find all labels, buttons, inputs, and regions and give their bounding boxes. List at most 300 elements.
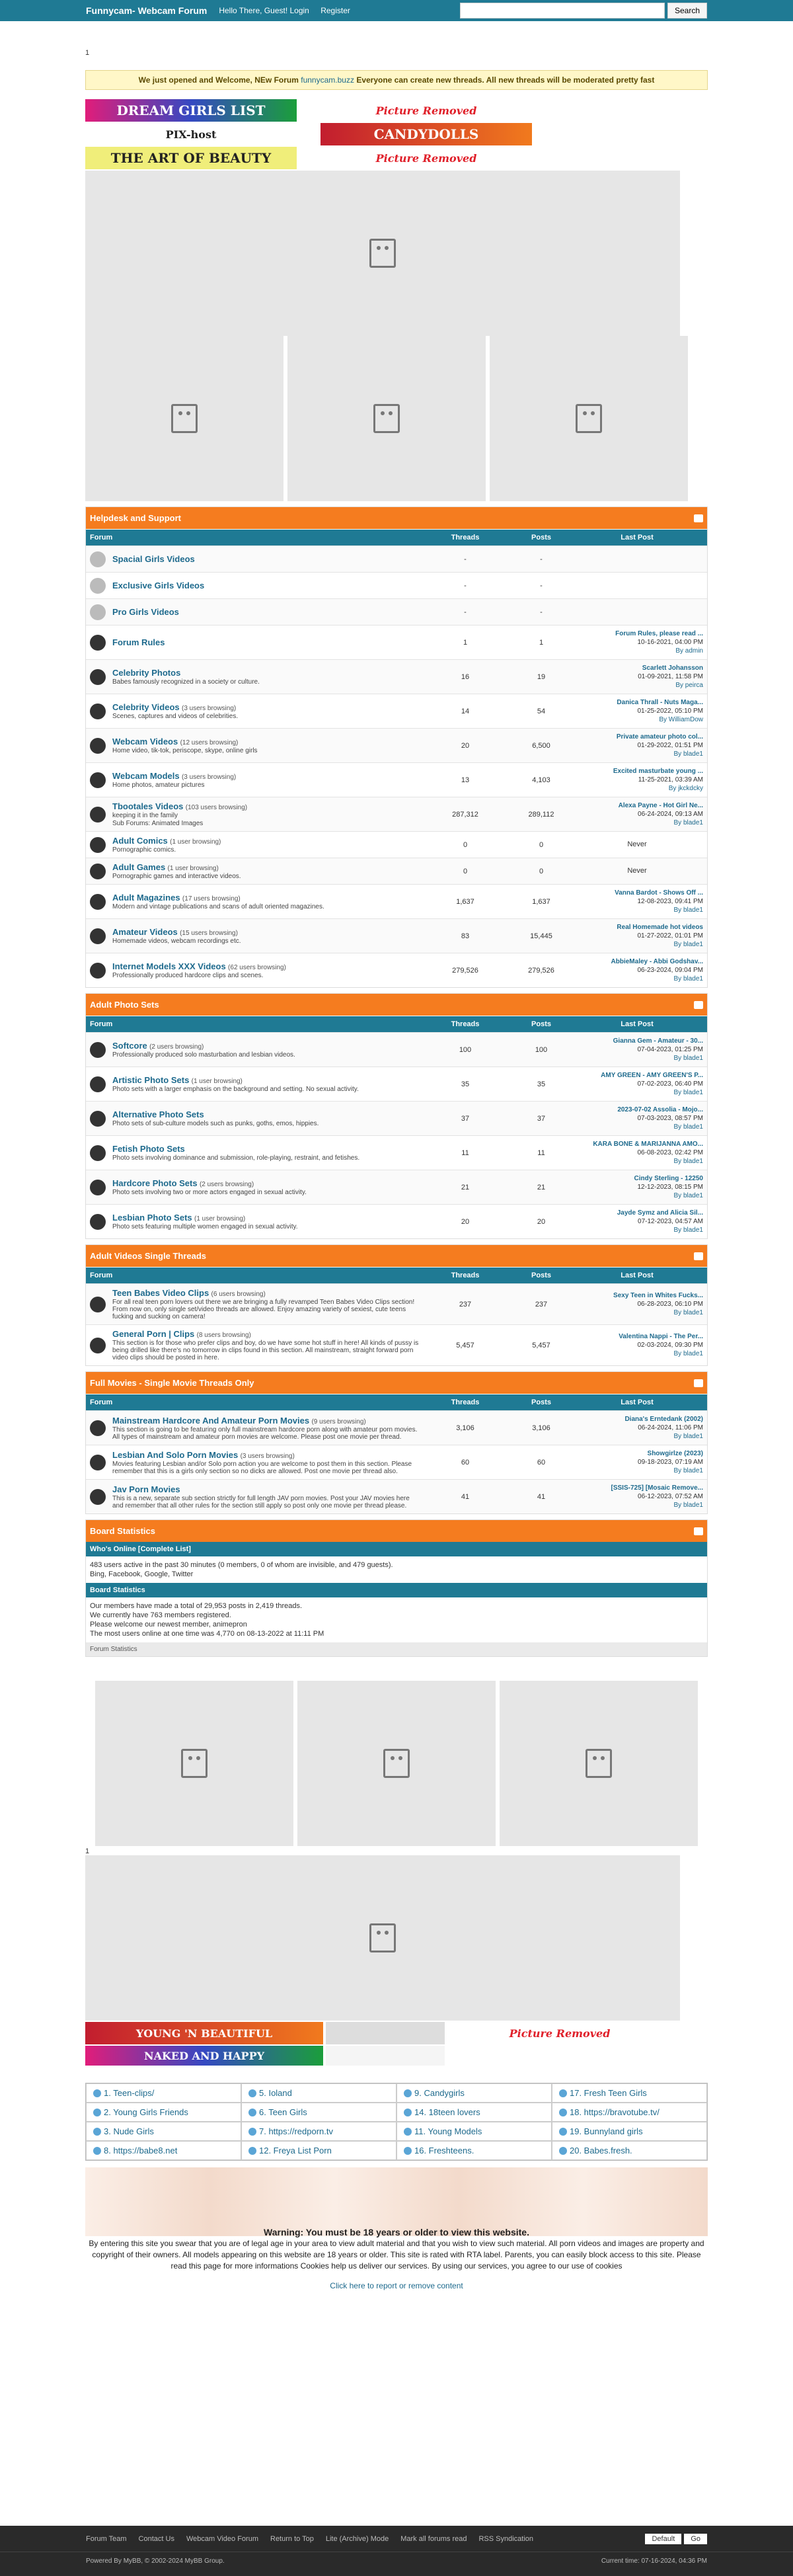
forum-row xyxy=(86,918,707,953)
sub-forums[interactable]: Sub Forums: Animated Images xyxy=(112,820,204,827)
go-button[interactable]: Go xyxy=(684,2534,707,2544)
pager-2: 1 xyxy=(85,1847,90,1855)
thread-count: 3,106 xyxy=(456,1424,474,1432)
link-item[interactable] xyxy=(552,2122,707,2141)
last-post xyxy=(571,840,703,849)
column-header: Threads xyxy=(451,534,480,542)
forum-title-line xyxy=(112,737,258,746)
forum-cell xyxy=(90,836,419,854)
last-post-user[interactable]: By blade1 xyxy=(673,1192,703,1199)
powered-by: Powered By MyBB, © 2002-2024 MyBB Group. xyxy=(86,2557,225,2565)
forum-title-line xyxy=(112,637,165,647)
forum-link[interactable]: General Porn | Clips xyxy=(112,1329,195,1339)
last-post xyxy=(571,1484,703,1509)
forum-status-icon xyxy=(90,928,106,944)
last-post-user[interactable]: By blade1 xyxy=(673,1089,703,1096)
banner-thumb[interactable] xyxy=(326,2046,445,2066)
site-brand[interactable]: Funnycam- Webcam Forum xyxy=(86,5,208,16)
forum-status-icon xyxy=(90,1076,106,1092)
link-item[interactable] xyxy=(397,2122,552,2141)
link-item[interactable] xyxy=(86,2103,241,2122)
link-text[interactable]: 8. https://babe8.net xyxy=(104,2146,178,2155)
footer-links xyxy=(0,2526,793,2552)
footer-link[interactable]: Lite (Archive) Mode xyxy=(325,2534,389,2543)
link-text[interactable]: 6. Teen Girls xyxy=(259,2107,307,2117)
pager: 1 xyxy=(85,49,90,57)
forum-cell xyxy=(90,1041,419,1059)
forum-title-line xyxy=(112,961,286,971)
broken-image-ad[interactable] xyxy=(85,1855,680,2021)
forum-link[interactable]: Adult Games xyxy=(112,862,166,872)
last-post-title[interactable]: AMY GREEN - AMY GREEN'S P... xyxy=(601,1072,703,1079)
forum-cell xyxy=(90,1178,419,1196)
broken-image-icon xyxy=(373,404,400,433)
link-text[interactable]: 7. https://redporn.tv xyxy=(259,2126,334,2136)
login-link[interactable]: Hello There, Guest! Login xyxy=(219,6,309,15)
register-link[interactable]: Register xyxy=(321,6,350,15)
link-text[interactable]: 5. Ioland xyxy=(259,2088,292,2098)
thread-count: 1 xyxy=(463,638,468,647)
site-icon xyxy=(404,2147,412,2155)
forum-row xyxy=(86,659,707,694)
site-icon xyxy=(93,2147,101,2155)
thread-count: - xyxy=(464,608,467,616)
link-text[interactable]: 12. Freya List Porn xyxy=(259,2146,332,2155)
column-header: Threads xyxy=(451,1271,480,1279)
forum-description: Photo sets involving two or more actors engaged in sexual activity. xyxy=(112,1189,307,1196)
browsing-count: (12 users browsing) xyxy=(180,739,239,746)
banner-art-of-beauty[interactable]: THE ART OF BEAUTY xyxy=(85,147,297,169)
collapse-icon[interactable] xyxy=(694,1252,703,1260)
last-post-date: 06-28-2023, 06:10 PM xyxy=(637,1301,703,1308)
last-post-title[interactable]: Alexa Payne - Hot Girl Ne... xyxy=(618,802,703,809)
site-icon xyxy=(404,2089,412,2097)
forum-rows xyxy=(86,545,707,987)
last-post-date: 07-12-2023, 04:57 AM xyxy=(638,1218,703,1225)
forum-row xyxy=(86,1135,707,1170)
category-title[interactable]: Full Movies - Single Movie Threads Only xyxy=(90,1378,254,1388)
link-item[interactable] xyxy=(241,2083,397,2103)
forum-description: Photo sets featuring multiple women engaged in sexual activity. xyxy=(112,1223,298,1230)
last-post xyxy=(571,1174,703,1200)
column-header: Last Post xyxy=(621,1020,654,1028)
forum-info xyxy=(112,607,179,617)
column-header: Forum xyxy=(90,1398,113,1406)
last-post-title[interactable]: 2023-07-02 Assolia - Mojo... xyxy=(617,1106,703,1113)
column-header: Forum xyxy=(90,1271,113,1279)
forum-title-line xyxy=(112,1144,359,1154)
last-post-title[interactable]: Danica Thrall - Nuts Maga... xyxy=(617,699,703,706)
post-count: 20 xyxy=(537,1217,546,1226)
forum-link[interactable]: Softcore xyxy=(112,1041,147,1051)
notice-text: We just opened and Welcome, NEw Forum xyxy=(138,75,299,85)
forum-cell xyxy=(90,604,419,620)
last-post-title[interactable]: Cindy Sterling - 12250 xyxy=(634,1175,703,1182)
forum-info xyxy=(112,1484,419,1509)
link-text[interactable]: 20. Babes.fresh. xyxy=(570,2146,632,2155)
warning-text: By entering this site you swear that you are of legal age in your area to view adult material and that you wish to view such material. All porn videos and images are property and copyright of their owners. All models appearing on this website are 18 years or older. This site is rated with RTA label. Parents, you can easily block access to this site. Please read this page for more informations Cookies help us deliver our services. By using our services, you agree to our use of cookies xyxy=(89,2239,704,2271)
banner-pixhost[interactable]: PIX-host xyxy=(85,123,297,145)
collapse-icon[interactable] xyxy=(694,514,703,522)
last-post-date: 01-27-2022, 01:01 PM xyxy=(637,932,703,940)
last-post-date: 12-08-2023, 09:41 PM xyxy=(637,898,703,905)
forum-link[interactable]: Amateur Videos xyxy=(112,927,178,937)
report-link[interactable]: Click here to report or remove content xyxy=(330,2281,463,2290)
site-icon xyxy=(404,2109,412,2116)
forum-info xyxy=(112,961,286,979)
link-item[interactable] xyxy=(552,2103,707,2122)
forum-row xyxy=(86,1410,707,1445)
forum-link[interactable]: Webcam Models xyxy=(112,771,180,781)
banner-removed-2[interactable]: Picture Removed xyxy=(321,147,532,169)
last-post-user[interactable]: By blade1 xyxy=(673,1309,703,1316)
post-count: 54 xyxy=(537,707,546,715)
link-forum-icon xyxy=(90,551,106,567)
thread-count: 0 xyxy=(463,867,468,875)
forum-info xyxy=(112,702,238,720)
forum-link[interactable]: Adult Magazines xyxy=(112,893,180,903)
forum-link[interactable]: Forum Rules xyxy=(112,637,165,647)
forum-row xyxy=(86,884,707,918)
last-post xyxy=(571,1106,703,1131)
last-post-user[interactable]: By WilliamDow xyxy=(659,716,703,723)
category-header xyxy=(86,507,707,529)
last-post-title[interactable]: Excited masturbate young ... xyxy=(613,768,703,775)
link-item[interactable] xyxy=(86,2141,241,2160)
site-icon xyxy=(404,2128,412,2136)
forum-link[interactable]: Celebrity Photos xyxy=(112,668,181,678)
notice-link[interactable]: funnycam.buzz xyxy=(301,75,354,85)
forum-link[interactable]: Artistic Photo Sets xyxy=(112,1075,190,1085)
forum-status-icon xyxy=(90,1145,106,1161)
link-item[interactable] xyxy=(397,2141,552,2160)
post-count: 279,526 xyxy=(528,966,554,975)
link-item[interactable] xyxy=(397,2103,552,2122)
last-post-date: 06-08-2023, 02:42 PM xyxy=(637,1149,703,1156)
forum-row xyxy=(86,598,707,625)
last-post-date: 11-25-2021, 03:39 AM xyxy=(638,776,703,784)
post-count: 35 xyxy=(537,1080,546,1088)
last-post-title[interactable]: Jayde Symz and Alicia Sil... xyxy=(617,1209,703,1217)
post-count: 100 xyxy=(535,1045,548,1054)
footer-link[interactable]: RSS Syndication xyxy=(478,2534,534,2543)
last-post-user[interactable]: By blade1 xyxy=(673,1055,703,1062)
footer-link[interactable]: Forum Team xyxy=(86,2534,127,2543)
broken-image-icon xyxy=(171,404,198,433)
broken-image-ad[interactable] xyxy=(85,171,680,336)
post-count: 1 xyxy=(539,638,544,647)
link-text[interactable]: 9. Candygirls xyxy=(414,2088,465,2098)
forum-row xyxy=(86,1324,707,1365)
broken-image-ad[interactable] xyxy=(85,336,283,501)
forum-link[interactable]: Jav Porn Movies xyxy=(112,1484,180,1494)
link-list xyxy=(85,2083,708,2161)
forum-link[interactable]: Alternative Photo Sets xyxy=(112,1109,204,1119)
forum-categories xyxy=(85,506,708,1514)
bots-list: Bing, Facebook, Google, Twitter xyxy=(90,1570,194,1578)
forum-info xyxy=(112,1329,419,1361)
column-header: Last Post xyxy=(621,534,654,542)
last-post-user[interactable]: By blade1 xyxy=(673,1502,703,1509)
forum-cell xyxy=(90,737,419,754)
forum-link[interactable]: Exclusive Girls Videos xyxy=(112,581,205,590)
last-post-user[interactable]: By blade1 xyxy=(673,1123,703,1131)
banner-row-3 xyxy=(85,2046,708,2066)
forum-link[interactable]: Lesbian And Solo Porn Movies xyxy=(112,1449,239,1460)
forum-row xyxy=(86,1204,707,1238)
last-post-date: 01-09-2021, 11:58 PM xyxy=(638,673,703,680)
search-button[interactable]: Search xyxy=(667,3,707,19)
broken-image-ad[interactable] xyxy=(500,1681,698,1846)
link-text[interactable]: 19. Bunnyland girls xyxy=(570,2126,643,2136)
forum-title-line xyxy=(112,1450,419,1460)
last-post xyxy=(571,1449,703,1475)
forum-description: For all real teen porn lovers out there we are bringing a fully revamped Teen Babes Video Clips section! From now on, only single set/video threads are allowed. Enjoy amazing variety of sexiest, cute teens fucking and sucking on camera! xyxy=(112,1299,415,1320)
last-post-title[interactable]: KARA BONE & MARIJANNA AMO... xyxy=(593,1141,703,1148)
forum-description: Photo sets involving dominance and submission, role-playing, restraint, and fetishes. xyxy=(112,1154,360,1162)
forum-row xyxy=(86,831,707,858)
last-post-title[interactable]: [SSIS-725] [Mosaic Remove... xyxy=(611,1484,703,1492)
last-post-title[interactable]: Showgirlze (2023) xyxy=(647,1450,703,1457)
stats-body xyxy=(86,1597,707,1642)
forum-link[interactable]: Mainstream Hardcore And Amateur Porn Movies xyxy=(112,1415,310,1426)
category-title[interactable]: Adult Photo Sets xyxy=(90,1000,159,1010)
thread-count: 21 xyxy=(461,1183,470,1191)
forum-link[interactable]: Pro Girls Videos xyxy=(112,607,179,617)
link-item[interactable] xyxy=(86,2122,241,2141)
search-box xyxy=(460,3,707,19)
thread-count: 20 xyxy=(461,741,470,750)
top-nav xyxy=(219,6,359,15)
column-header: Posts xyxy=(531,534,551,542)
link-text[interactable]: 16. Freshteens. xyxy=(414,2146,474,2155)
forum-description: Photo sets with a larger emphasis on the background and setting. No sexual activity. xyxy=(112,1086,359,1093)
forum-status-icon xyxy=(90,894,106,910)
last-post-user[interactable]: By blade1 xyxy=(673,1467,703,1474)
forum-link[interactable]: Hardcore Photo Sets xyxy=(112,1178,198,1188)
banner-thumb[interactable] xyxy=(326,2022,445,2044)
last-post-title[interactable]: Private amateur photo col... xyxy=(616,733,703,741)
theme-dropdown[interactable]: Default xyxy=(645,2534,681,2544)
forum-row xyxy=(86,1445,707,1479)
banner-naked-happy[interactable]: NAKED AND HAPPY xyxy=(85,2046,323,2066)
forum-info xyxy=(112,737,258,754)
complete-list-link[interactable]: [Complete List] xyxy=(137,1545,191,1553)
collapse-icon[interactable] xyxy=(694,1001,703,1009)
thread-count: - xyxy=(464,555,467,563)
banner-removed-3[interactable]: Picture Removed xyxy=(447,2022,672,2044)
last-post-date: 06-23-2024, 09:04 PM xyxy=(637,967,703,974)
forum-info xyxy=(112,801,247,827)
search-input[interactable] xyxy=(460,3,665,19)
forum-info xyxy=(112,1288,419,1320)
last-post-user[interactable]: By blade1 xyxy=(673,1227,703,1234)
broken-image-icon xyxy=(576,404,602,433)
forum-cell xyxy=(90,961,419,979)
last-post-date: 07-02-2023, 06:40 PM xyxy=(637,1080,703,1088)
link-forum-icon xyxy=(90,604,106,620)
last-post-user[interactable]: By admin xyxy=(675,647,703,655)
browsing-count: (2 users browsing) xyxy=(199,1181,254,1188)
last-post-title[interactable]: Diana's Erntedank (2002) xyxy=(624,1416,703,1423)
last-post-title[interactable]: Valentina Nappi - The Per... xyxy=(619,1333,703,1340)
link-text[interactable]: 17. Fresh Teen Girls xyxy=(570,2088,647,2098)
forum-description: Homemade videos, webcam recordings etc. xyxy=(112,938,241,945)
last-post-user[interactable]: By peirca xyxy=(675,682,703,689)
browsing-count: (1 user browsing) xyxy=(170,838,221,846)
forum-title-line xyxy=(112,1288,419,1298)
forum-cell xyxy=(90,1416,419,1441)
last-post-title[interactable]: Vanna Bardot - Shows Off ... xyxy=(615,889,703,897)
last-post-user[interactable]: By blade1 xyxy=(673,941,703,948)
link-item[interactable] xyxy=(241,2141,397,2160)
thread-count: 13 xyxy=(461,776,470,784)
forum-title-line xyxy=(112,1416,419,1426)
post-count: 15,445 xyxy=(530,932,552,940)
forum-cell xyxy=(90,1144,419,1162)
link-item[interactable] xyxy=(241,2122,397,2141)
browsing-count: (17 users browsing) xyxy=(182,895,241,903)
thread-count: 35 xyxy=(461,1080,470,1088)
footer-link[interactable]: Webcam Video Forum xyxy=(186,2534,258,2543)
forum-link[interactable]: Teen Babes Video Clips xyxy=(112,1288,209,1298)
footer-link[interactable]: Contact Us xyxy=(138,2534,174,2543)
last-post-title[interactable]: Sexy Teen in Whites Fucks... xyxy=(613,1292,703,1299)
link-item[interactable] xyxy=(397,2083,552,2103)
browsing-count: (1 user browsing) xyxy=(194,1215,246,1223)
last-post-date: 01-29-2022, 01:51 PM xyxy=(637,742,703,749)
banner-candydolls[interactable]: CANDYDOLLS xyxy=(321,123,532,145)
forum-title-line xyxy=(112,1041,295,1051)
stats-line: Our members have made a total of 29,953 posts in 2,419 threads. xyxy=(90,1602,303,1610)
broken-image-icon xyxy=(585,1749,612,1778)
browsing-count: (9 users browsing) xyxy=(311,1418,366,1426)
last-post-user[interactable]: By blade1 xyxy=(673,906,703,914)
last-post-title[interactable]: Forum Rules, please read ... xyxy=(615,630,703,637)
footer-link[interactable]: Mark all forums read xyxy=(400,2534,467,2543)
link-text[interactable]: 11. Young Models xyxy=(414,2126,482,2136)
collapse-icon[interactable] xyxy=(694,1379,703,1387)
banner-dream-girls[interactable]: DREAM GIRLS LIST xyxy=(85,99,297,122)
last-post-user[interactable]: By blade1 xyxy=(673,1433,703,1440)
current-time: Current time: 07-16-2024, 04:36 PM xyxy=(601,2557,707,2565)
last-post-user[interactable]: By blade1 xyxy=(673,975,703,983)
post-count: - xyxy=(540,608,543,616)
forum-link[interactable]: Internet Models XXX Videos xyxy=(112,961,226,971)
forum-description: This section is for those who prefer clips and boy, do we have some hot stuff in here! All kinds of pussy is being drilled like there's no tomorrow in clips found in this section. All mainstream, straight forward porn video clips should be posted in here. xyxy=(112,1340,419,1361)
forum-category xyxy=(85,993,708,1239)
forum-category xyxy=(85,1244,708,1366)
forum-cell xyxy=(90,1484,419,1509)
forum-info xyxy=(112,893,324,910)
forum-info xyxy=(112,581,204,590)
forum-info xyxy=(112,927,241,945)
link-item[interactable] xyxy=(552,2141,707,2160)
forum-cell xyxy=(90,893,419,910)
thread-count: 237 xyxy=(459,1300,472,1308)
link-item[interactable] xyxy=(86,2083,241,2103)
last-post xyxy=(571,889,703,914)
link-text[interactable]: 14. 18teen lovers xyxy=(414,2107,480,2117)
collapse-icon[interactable] xyxy=(694,1527,703,1535)
last-post-user[interactable]: By blade1 xyxy=(673,1350,703,1357)
last-post-title[interactable]: Real Homemade hot videos xyxy=(617,924,703,931)
forum-title-line xyxy=(112,862,241,872)
category-title[interactable]: Helpdesk and Support xyxy=(90,513,181,523)
banner-removed[interactable]: Picture Removed xyxy=(321,99,532,122)
broken-image-ad[interactable] xyxy=(490,336,688,501)
forum-link[interactable]: Celebrity Videos xyxy=(112,702,180,712)
forum-title-line xyxy=(112,554,195,564)
link-text[interactable]: 2. Young Girls Friends xyxy=(104,2107,188,2117)
link-text[interactable]: 3. Nude Girls xyxy=(104,2126,154,2136)
last-post xyxy=(571,801,703,827)
ad-row-2 xyxy=(85,1681,708,1846)
forum-link[interactable]: Webcam Videos xyxy=(112,737,178,746)
link-text[interactable]: 18. https://bravotube.tv/ xyxy=(570,2107,660,2117)
forum-link[interactable]: Tbootales Videos xyxy=(112,801,184,811)
post-count: 3,106 xyxy=(532,1424,550,1432)
site-icon xyxy=(248,2128,256,2136)
column-header: Last Post xyxy=(621,1398,654,1406)
forum-status-icon xyxy=(90,1180,106,1195)
post-count: 21 xyxy=(537,1183,546,1191)
last-post-user[interactable]: By blade1 xyxy=(673,819,703,826)
announcement xyxy=(85,70,708,90)
forum-status-icon xyxy=(90,1111,106,1127)
banner-young-beautiful[interactable]: YOUNG 'N BEAUTIFUL xyxy=(85,2022,323,2044)
thread-count: 287,312 xyxy=(452,810,478,819)
broken-image-ad[interactable] xyxy=(287,336,486,501)
broken-image-ad[interactable] xyxy=(95,1681,293,1846)
forum-title-line xyxy=(112,702,238,712)
last-post-user[interactable]: By jkckdcky xyxy=(668,785,703,792)
last-post xyxy=(571,733,703,758)
last-post-date: 09-18-2023, 07:19 AM xyxy=(638,1459,703,1466)
forum-description: Babes famously recognized in a society or culture. xyxy=(112,678,260,686)
broken-image-ad[interactable] xyxy=(297,1681,496,1846)
stats-section: Board Statistics xyxy=(86,1583,707,1597)
forum-link[interactable]: Spacial Girls Videos xyxy=(112,554,195,564)
browsing-count: (3 users browsing) xyxy=(181,774,237,781)
forum-title-line xyxy=(112,668,260,678)
forum-link[interactable]: Fetish Photo Sets xyxy=(112,1144,185,1154)
last-post-user[interactable]: By blade1 xyxy=(673,1158,703,1165)
last-post-title[interactable]: Gianna Gem - Amateur - 30... xyxy=(613,1037,703,1045)
forum-link[interactable]: Lesbian Photo Sets xyxy=(112,1213,192,1223)
footer-link[interactable]: Return to Top xyxy=(270,2534,314,2543)
last-post-title[interactable]: Scarlett Johansson xyxy=(642,664,703,672)
last-post xyxy=(571,698,703,724)
link-item[interactable] xyxy=(241,2103,397,2122)
stats-header: Board Statistics xyxy=(86,1520,707,1542)
last-post-title[interactable]: AbbieMaley - Abbi Godshav... xyxy=(611,958,703,965)
forum-row xyxy=(86,545,707,572)
table-header xyxy=(86,1394,707,1410)
last-post xyxy=(571,629,703,655)
link-text[interactable]: 1. Teen-clips/ xyxy=(104,2088,155,2098)
report-link-wrap xyxy=(85,2281,708,2290)
last-post-date: 10-16-2021, 04:00 PM xyxy=(637,639,703,646)
last-post-user[interactable]: By blade1 xyxy=(673,750,703,758)
category-title[interactable]: Adult Videos Single Threads xyxy=(90,1251,207,1261)
age-warning xyxy=(85,2167,708,2272)
forum-description: Scenes, captures and videos of celebrities. xyxy=(112,713,239,720)
link-item[interactable] xyxy=(552,2083,707,2103)
forum-link[interactable]: Adult Comics xyxy=(112,836,168,846)
forum-cell xyxy=(90,1075,419,1093)
column-header: Forum xyxy=(90,534,113,542)
